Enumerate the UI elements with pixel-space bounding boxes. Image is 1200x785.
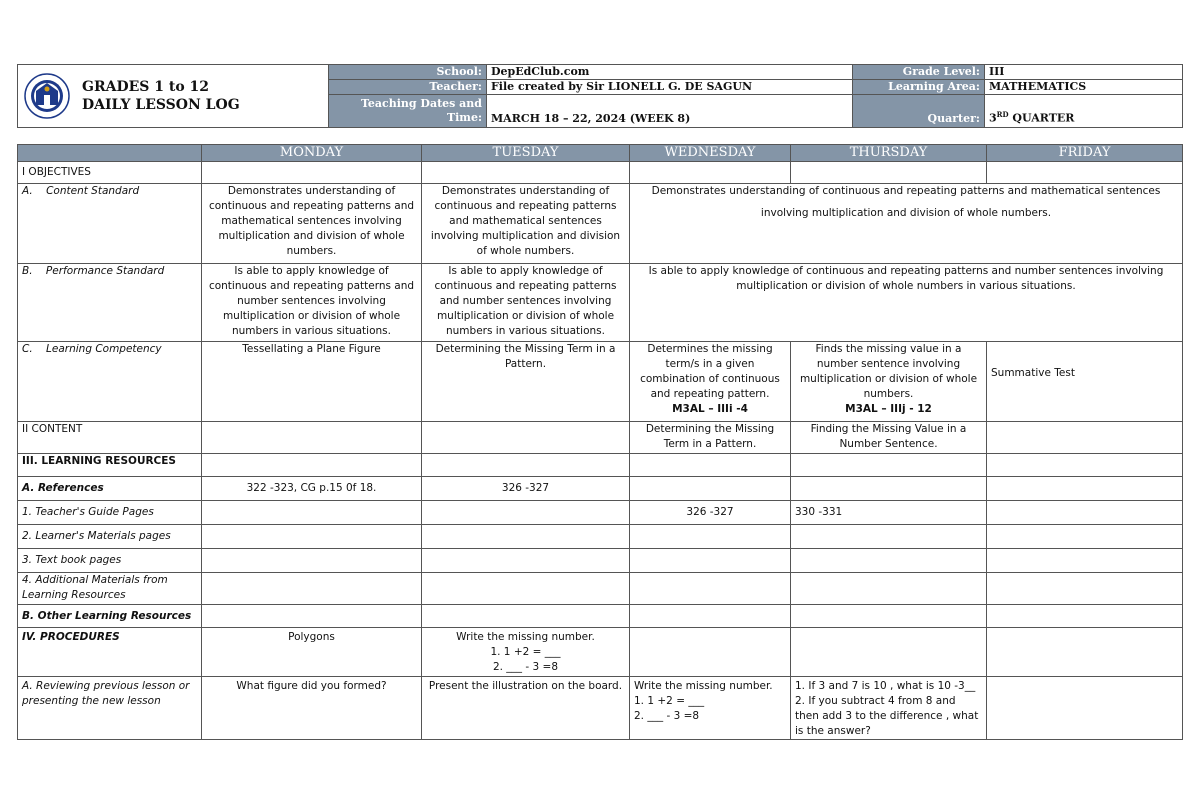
references-tue: 326 -327: [422, 477, 630, 501]
content-standard-label: [18, 184, 202, 264]
cell: [422, 501, 630, 525]
learning-resources-label: III. LEARNING RESOURCES: [18, 454, 202, 477]
row-objectives: [18, 162, 1183, 184]
content-standard-wed-fri-line-1: Demonstrates understanding of continuous and repeating patterns and mathematical sentences: [651, 185, 1161, 197]
cell: [630, 549, 791, 573]
row-learning-competency: [18, 342, 1183, 422]
teacher-value: File created by Sir LIONELL G. DE SAGUN: [487, 80, 853, 95]
procedures-mon: Polygons: [202, 628, 422, 677]
cell: [791, 573, 987, 605]
lesson-log-table: [17, 144, 1183, 740]
references-label: A. References: [18, 477, 202, 501]
day-friday: FRIDAY: [987, 145, 1183, 162]
cell: [202, 525, 422, 549]
row-additional-materials: [18, 573, 1183, 605]
teachers-guide-thu: 330 -331: [791, 501, 987, 525]
cell: [987, 605, 1183, 628]
day-header-row: [18, 145, 1183, 162]
procedures-label: IV. PROCEDURES: [18, 628, 202, 677]
row-textbook-pages: [18, 549, 1183, 573]
learning-competency-thu-text: Finds the missing value in a number sentence involving multiplication or division of whole numbers.: [799, 343, 978, 400]
cell: [630, 454, 791, 477]
cell: [202, 422, 422, 454]
content-label: II CONTENT: [18, 422, 202, 454]
row-learners-materials: [18, 525, 1183, 549]
additional-materials-label: 4. Additional Materials from Learning Resources: [18, 573, 202, 605]
dates-label: [329, 95, 487, 128]
reviewing-wed: [630, 677, 791, 740]
cell: [987, 422, 1183, 454]
content-wed: Determining the Missing Term in a Pattern.: [630, 422, 791, 454]
cell: [422, 573, 630, 605]
cell: [630, 628, 791, 677]
cell: [202, 573, 422, 605]
row-references: [18, 477, 1183, 501]
cell: [791, 628, 987, 677]
title-line-2: DAILY LESSON LOG: [82, 97, 240, 113]
content-standard-tue: Demonstrates understanding of continuous and repeating patterns and mathematical sentences involving multiplication and division of whole numbers.: [422, 184, 630, 264]
school-value: DepEdClub.com: [487, 65, 853, 80]
dates-label-line-2: Time:: [446, 111, 482, 125]
quarter-value: [985, 95, 1183, 128]
content-standard-mon: Demonstrates understanding of continuous and repeating patterns and mathematical sentences involving multiplication and division of whole numbers.: [202, 184, 422, 264]
cell: [630, 605, 791, 628]
other-resources-label: B. Other Learning Resources: [18, 605, 202, 628]
quarter-label: Quarter:: [853, 95, 985, 128]
area-label: Learning Area:: [853, 80, 985, 95]
day-thursday: THURSDAY: [791, 145, 987, 162]
reviewing-tue: Present the illustration on the board.: [422, 677, 630, 740]
cell: [987, 525, 1183, 549]
cell: [202, 501, 422, 525]
learning-competency-fri: Summative Test: [987, 342, 1183, 422]
learning-competency-letter: C.: [22, 343, 33, 355]
cell: [987, 677, 1183, 740]
objectives-label: I OBJECTIVES: [18, 162, 202, 184]
cell: [422, 422, 630, 454]
reviewing-thu-line-2: 2. If you subtract 4 from 8 and then add 3 to the difference , what is the answer?: [795, 695, 979, 737]
content-standard-letter: A.: [22, 185, 33, 197]
learning-competency-wed: [630, 342, 791, 422]
dates-label-line-1: Teaching Dates and: [360, 97, 482, 111]
reviewing-label: A. Reviewing previous lesson or presenting the new lesson: [18, 677, 202, 740]
cell: [422, 454, 630, 477]
procedures-tue-line-2: 1. 1 +2 = ___: [490, 646, 561, 658]
procedures-tue-line-1: Write the missing number.: [456, 631, 595, 643]
cell: [987, 162, 1183, 184]
cell: [791, 162, 987, 184]
reviewing-wed-line-3: 2. ___ - 3 =8: [634, 710, 700, 722]
learning-competency-thu-code: M3AL – IIIj - 12: [845, 403, 932, 415]
performance-standard-wed-fri: Is able to apply knowledge of continuous and repeating patterns and number sentences involving multiplication or division of whole numbers in various situations.: [630, 264, 1183, 342]
cell: [422, 525, 630, 549]
cell: [202, 162, 422, 184]
row-reviewing: [18, 677, 1183, 740]
reviewing-thu: [791, 677, 987, 740]
cell: [422, 549, 630, 573]
learners-materials-label: 2. Learner's Materials pages: [18, 525, 202, 549]
header-table: [17, 64, 1183, 128]
day-wednesday: WEDNESDAY: [630, 145, 791, 162]
cell: [791, 525, 987, 549]
area-value: MATHEMATICS: [985, 80, 1183, 95]
cell: [422, 162, 630, 184]
header-logo-cell: [18, 65, 329, 128]
textbook-pages-label: 3. Text book pages: [18, 549, 202, 573]
cell: [202, 605, 422, 628]
performance-standard-mon: Is able to apply knowledge of continuous and repeating patterns and number sentences involving multiplication or division of whole numbers in various situations.: [202, 264, 422, 342]
row-learning-resources: [18, 454, 1183, 477]
cell: [987, 573, 1183, 605]
content-standard-wed-fri-line-2: involving multiplication and division of whole numbers.: [760, 207, 1052, 219]
reviewing-thu-line-1: 1. If 3 and 7 is 10 , what is 10 -3__: [795, 680, 976, 692]
cell: [987, 549, 1183, 573]
cell: [987, 477, 1183, 501]
performance-standard-tue: Is able to apply knowledge of continuous and repeating patterns and number sentences involving multiplication or division of whole numbers in various situations.: [422, 264, 630, 342]
reviewing-wed-line-1: Write the missing number.: [634, 680, 773, 692]
grade-label: Grade Level:: [853, 65, 985, 80]
cell: [630, 162, 791, 184]
dates-value: MARCH 18 – 22, 2024 (WEEK 8): [487, 95, 853, 128]
learning-competency-text: Learning Competency: [46, 343, 162, 355]
content-thu: Finding the Missing Value in a Number Sentence.: [791, 422, 987, 454]
teachers-guide-label: 1. Teacher's Guide Pages: [18, 501, 202, 525]
row-content-standard: [18, 184, 1183, 264]
performance-standard-text: Performance Standard: [45, 265, 165, 277]
learning-competency-thu: [791, 342, 987, 422]
row-performance-standard: [18, 264, 1183, 342]
learning-competency-wed-code: M3AL – IIIi -4: [672, 403, 748, 415]
procedures-tue: [422, 628, 630, 677]
cell: [202, 454, 422, 477]
content-standard-text: Content Standard: [46, 185, 140, 197]
procedures-tue-line-3: 2. ___ - 3 =8: [492, 661, 559, 673]
school-label: School:: [329, 65, 487, 80]
references-mon: 322 -323, CG p.15 0f 18.: [202, 477, 422, 501]
cell: [630, 573, 791, 605]
row-other-resources: [18, 605, 1183, 628]
cell: [791, 454, 987, 477]
reviewing-mon: What figure did you formed?: [202, 677, 422, 740]
content-standard-wed-fri: [630, 184, 1183, 264]
row-content: [18, 422, 1183, 454]
learning-competency-label: [18, 342, 202, 422]
learning-competency-mon: Tessellating a Plane Figure: [202, 342, 422, 422]
cell: [202, 549, 422, 573]
day-monday: MONDAY: [202, 145, 422, 162]
cell: [791, 549, 987, 573]
teachers-guide-wed: 326 -327: [630, 501, 791, 525]
quarter-suffix: RD: [996, 110, 1009, 120]
cell: [630, 477, 791, 501]
cell: [791, 477, 987, 501]
quarter-number: 3: [989, 112, 997, 125]
learning-competency-tue: Determining the Missing Term in a Pattern.: [422, 342, 630, 422]
cell: [987, 501, 1183, 525]
day-tuesday: TUESDAY: [422, 145, 630, 162]
performance-standard-label: [18, 264, 202, 342]
cell: [791, 605, 987, 628]
cell: [630, 525, 791, 549]
cell: [422, 605, 630, 628]
day-header-blank: [18, 145, 202, 162]
quarter-text: QUARTER: [1008, 112, 1075, 125]
title-line-1: GRADES 1 to 12: [82, 79, 210, 95]
row-procedures: [18, 628, 1183, 677]
reviewing-wed-line-2: 1. 1 +2 = ___: [634, 695, 705, 707]
performance-standard-letter: B.: [22, 265, 33, 277]
deped-seal-icon: [24, 73, 70, 119]
cell: [987, 454, 1183, 477]
cell: [987, 628, 1183, 677]
teacher-label: Teacher:: [329, 80, 487, 95]
learning-competency-wed-text: Determines the missing term/s in a given combination of continuous and repeating pattern.: [640, 343, 780, 400]
row-teachers-guide: [18, 501, 1183, 525]
grade-value: III: [985, 65, 1183, 80]
